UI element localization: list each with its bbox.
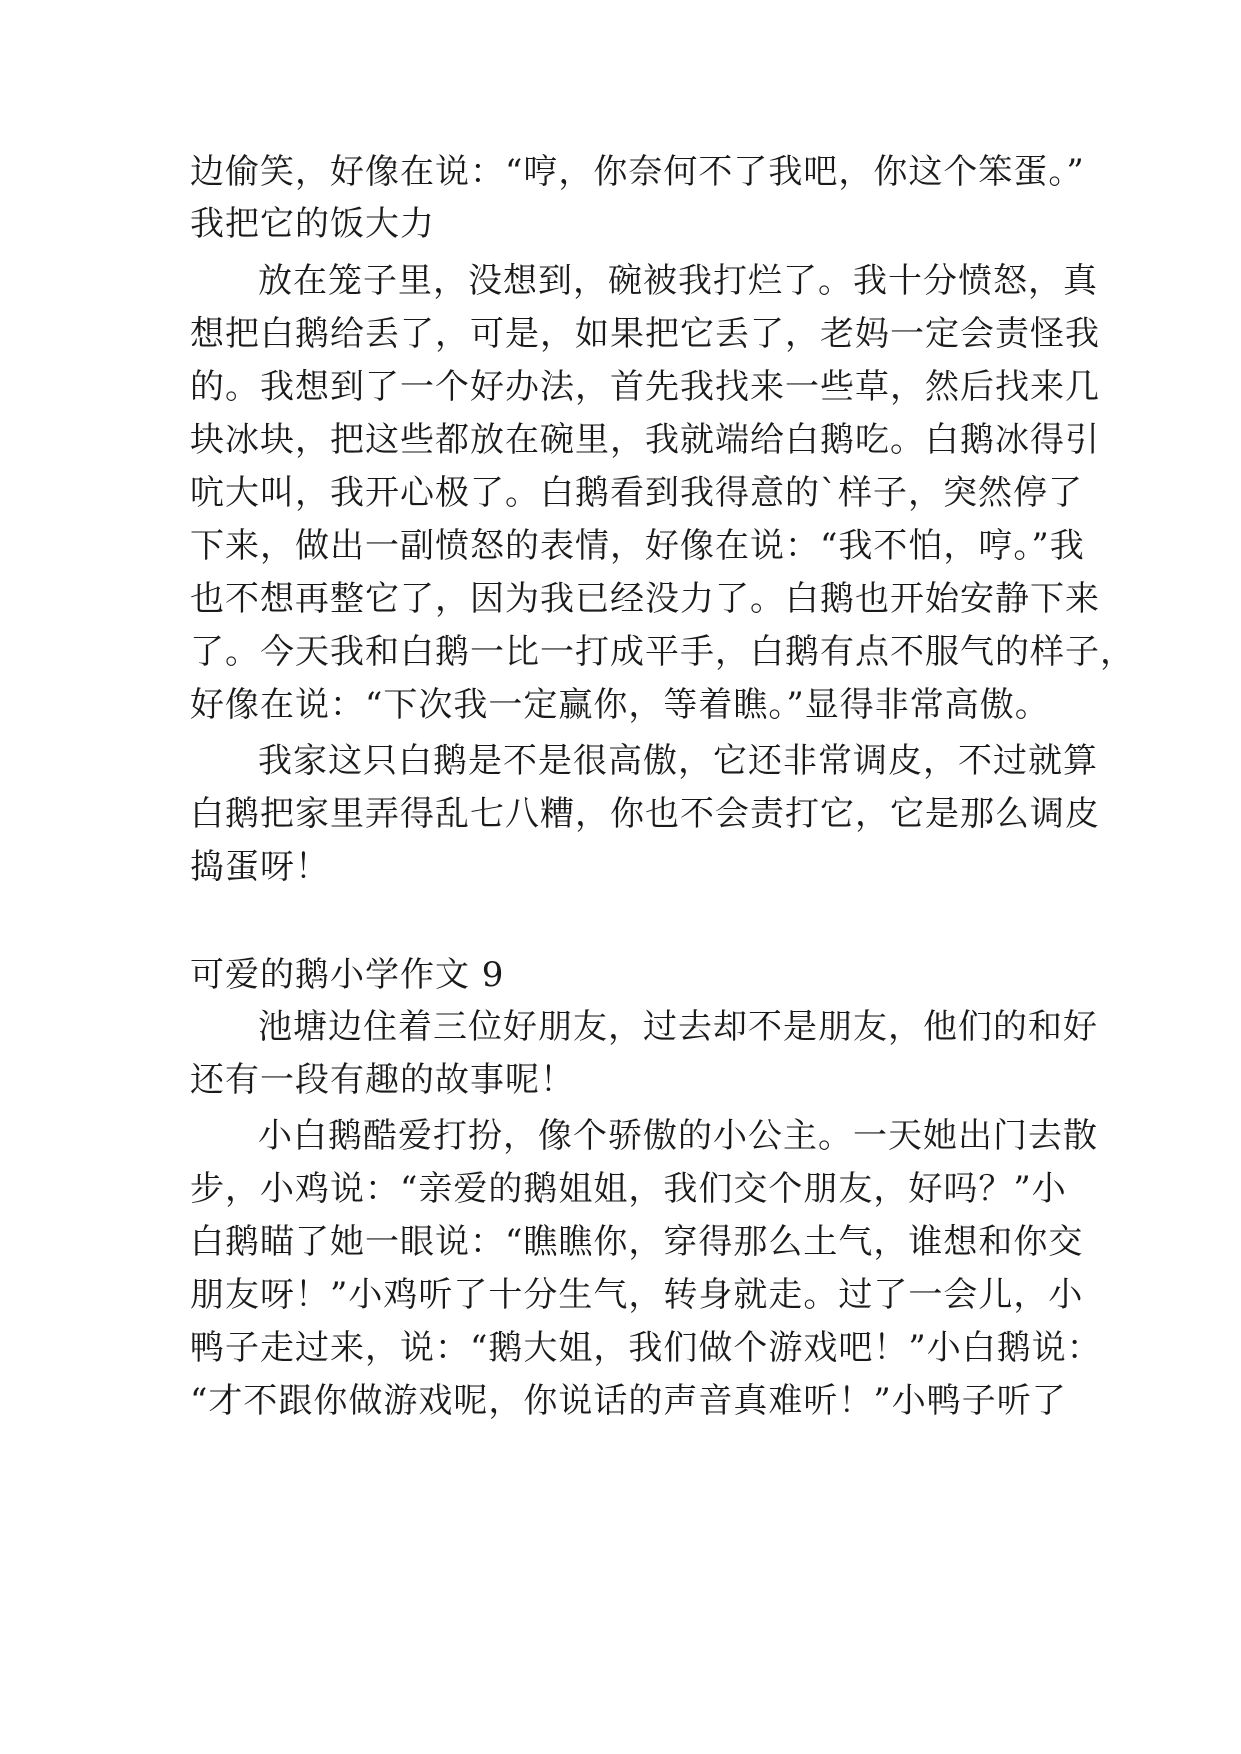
essay-heading: 可爱的鹅小学作文 9 <box>190 955 505 995</box>
text-line: 白鹅瞄了她一眼说：“瞧瞧你，穿得那么土气，谁想和你交 <box>190 1222 1084 1262</box>
text-line: 边偷笑，好像在说：“哼，你奈何不了我吧，你这个笨蛋。” <box>190 152 1085 192</box>
text-line: 想把白鹅给丢了，可是，如果把它丢了，老妈一定会责怪我 <box>190 314 1100 354</box>
text-line: 我把它的饭大力 <box>190 204 435 244</box>
text-line: “才不跟你做游戏呢，你说话的声音真难听！”小鸭子听了 <box>190 1381 1067 1421</box>
paragraph-first-line: 小白鹅酷爱打扮，像个骄傲的小公主。一天她出门去散 <box>258 1116 1098 1156</box>
text-line: 块冰块，把这些都放在碗里，我就端给白鹅吃。白鹅冰得引 <box>190 420 1100 460</box>
paragraph-first-line: 我家这只白鹅是不是很高傲，它还非常调皮，不过就算 <box>258 741 1098 781</box>
text-line: 白鹅把家里弄得乱七八糟，你也不会责打它，它是那么调皮 <box>190 794 1100 834</box>
paragraph-first-line: 放在笼子里，没想到，碗被我打烂了。我十分愤怒，真 <box>258 261 1098 301</box>
text-line: 也不想再整它了，因为我已经没力了。白鹅也开始安静下来 <box>190 579 1100 619</box>
text-line: 的。我想到了一个好办法，首先我找来一些草，然后找来几 <box>190 367 1100 407</box>
text-line: 下来，做出一副愤怒的表情，好像在说：“我不怕，哼。”我 <box>190 526 1085 566</box>
text-line: 了。今天我和白鹅一比一打成平手，白鹅有点不服气的样子， <box>190 632 1135 672</box>
text-line: 吭大叫，我开心极了。白鹅看到我得意的`样子，突然停了 <box>190 473 1083 513</box>
text-line: 步，小鸡说：“亲爱的鹅姐姐，我们交个朋友，好吗？”小 <box>190 1169 1067 1209</box>
text-line: 还有一段有趣的故事呢！ <box>190 1060 575 1100</box>
text-line: 好像在说：“下次我一定赢你，等着瞧。”显得非常高傲。 <box>190 685 1050 725</box>
text-line: 朋友呀！”小鸡听了十分生气，转身就走。过了一会儿，小 <box>190 1275 1084 1315</box>
text-line: 捣蛋呀！ <box>190 847 330 887</box>
paragraph-first-line: 池塘边住着三位好朋友，过去却不是朋友，他们的和好 <box>258 1007 1098 1047</box>
text-line: 鸭子走过来，说：“鹅大姐，我们做个游戏吧！”小白鹅说： <box>190 1328 1102 1368</box>
